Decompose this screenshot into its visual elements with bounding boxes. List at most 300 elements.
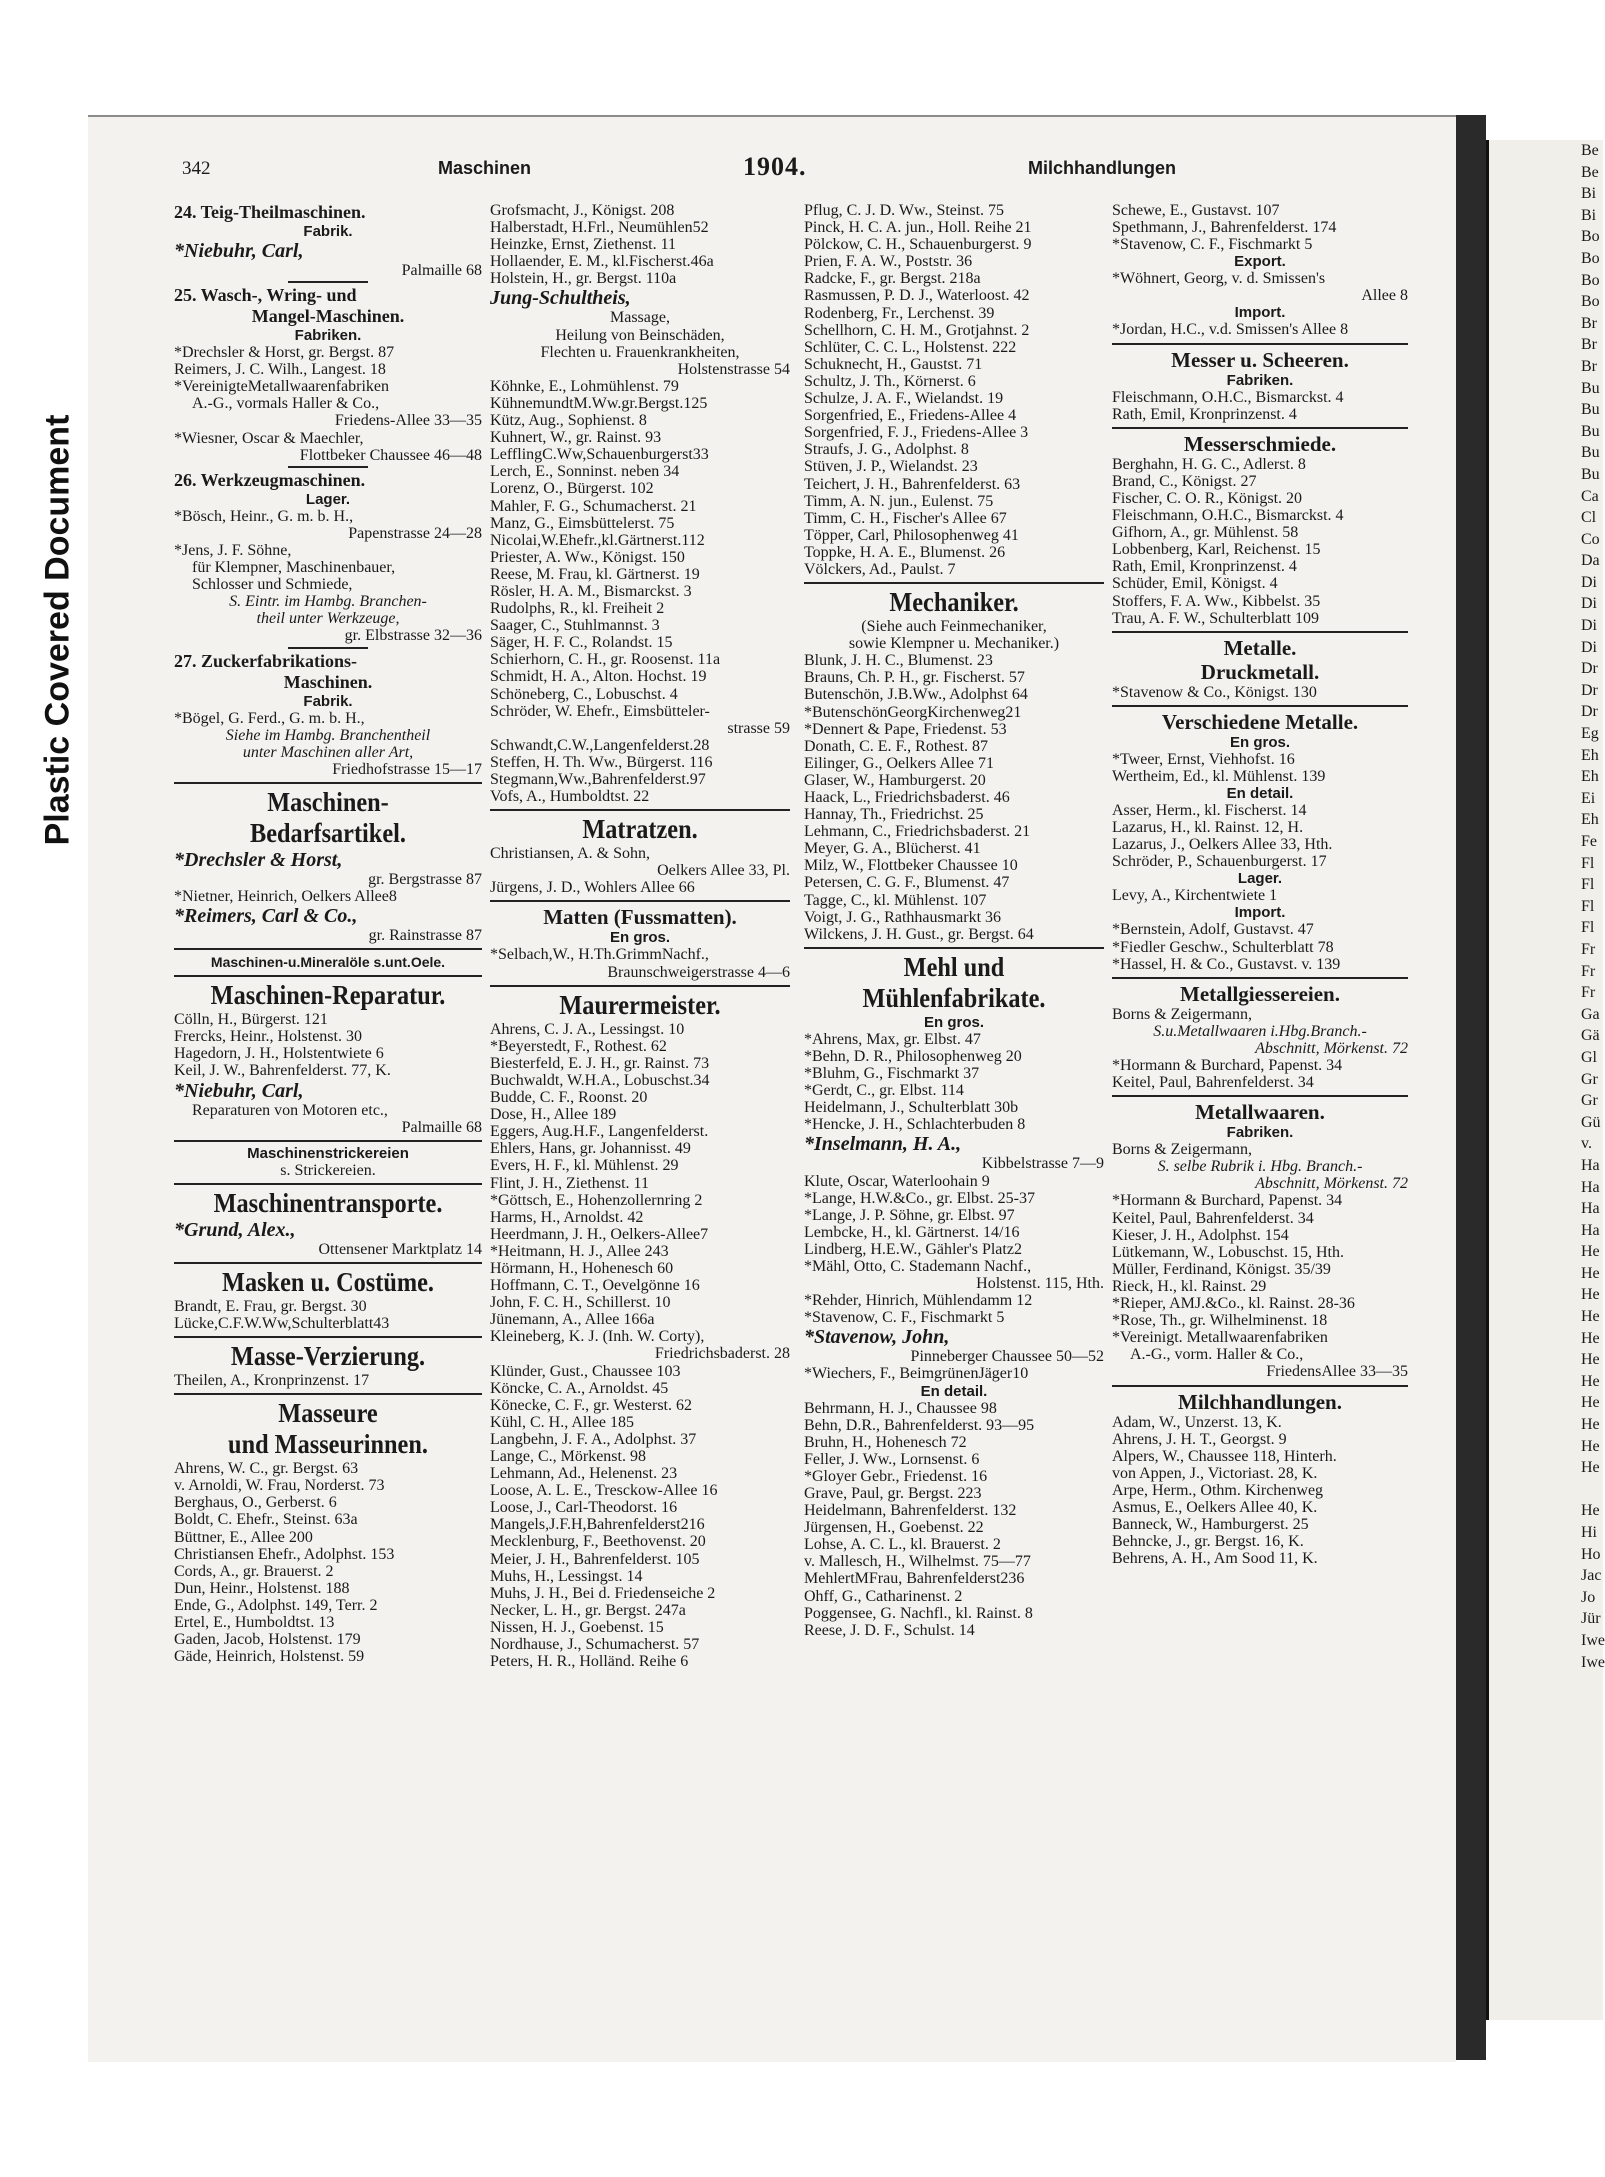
listing-line: Dun, Heinr., Holstenst. 188 <box>174 1579 350 1597</box>
listing-line: v. Arnoldi, W. Frau, Norderst. 73 <box>174 1477 385 1495</box>
category-heading: Masken u. Costüme. <box>222 1266 434 1297</box>
listing-line: Pflug, C. J. D. Ww., Steinst. 75 <box>804 202 1005 219</box>
next-page-fragment: Bu <box>1581 444 1600 462</box>
listing-line: *Bernstein, Adolf, Gustavst. 47 <box>1112 921 1314 939</box>
listing-line: Straufs, J. G., Adolphst. 8 <box>804 441 969 459</box>
listing-line: *Bögel, G. Ferd., G. m. b. H., <box>174 709 365 727</box>
listing-line: Meyer, G. A., Blücherst. 41 <box>804 840 981 858</box>
listing-address: Papenstrasse 24—28 <box>348 524 482 542</box>
subheading: Import. <box>1234 904 1286 922</box>
listing-line: Cords, A., gr. Brauerst. 2 <box>174 1562 334 1580</box>
listing-line: Radcke, F., gr. Bergst. 218a <box>804 270 981 288</box>
listing-line: Jünemann, A., Allee 166a <box>490 1311 655 1329</box>
next-page-fragment: Eh <box>1581 746 1599 764</box>
next-page-fragment: Bu <box>1581 379 1600 397</box>
listing-line: Köhnke, E., Lohmühlenst. 79 <box>490 377 679 395</box>
cross-reference: S. Eintr. im Hambg. Branchen- <box>229 593 427 611</box>
listing-line: Eggers, Aug.H.F., Langenfelderst. <box>490 1123 709 1141</box>
category-heading: Druckmetall. <box>1200 659 1320 684</box>
listing-line: Fleischmann, O.H.C., Bismarckst. 4 <box>1112 507 1344 525</box>
subheading: En gros. <box>609 929 670 947</box>
listing-line: Holstein, H., gr. Bergst. 110a <box>490 270 677 288</box>
listing-line: Behncke, J., gr. Bergst. 16, K. <box>1112 1533 1304 1551</box>
listing-line: Rasmussen, P. D. J., Waterloost. 42 <box>804 287 1030 305</box>
category-heading: Metalle. <box>1223 635 1297 660</box>
category-heading: Metallwaaren. <box>1195 1100 1325 1125</box>
listing-line: *Hormann & Burchard, Papenst. 34 <box>1112 1192 1343 1210</box>
next-page-fragment: Dr <box>1581 660 1598 678</box>
listing-line: Behrens, A. H., Am Sood 11, K. <box>1112 1550 1318 1568</box>
listing-line: Blunk, J. H. C., Blumenst. 23 <box>804 652 993 670</box>
category-heading: Maurermeister. <box>559 989 721 1020</box>
listing-line: Schmidt, H. A., Alton. Hochst. 19 <box>490 668 707 686</box>
column-2 <box>490 202 790 1670</box>
category-heading: Mühlenfabrikate. <box>862 982 1046 1013</box>
centered-line: s. Strickereien. <box>280 1161 376 1179</box>
subheading: Fabriken. <box>1226 371 1294 389</box>
listing-line: Lütkemann, W., Lobuschst. 15, Hth. <box>1112 1243 1344 1261</box>
listing-line: Wilckens, J. H. Gust., gr. Bergst. 64 <box>804 925 1034 943</box>
listing-line: Sorgenfried, F. J., Friedens-Allee 3 <box>804 424 1029 442</box>
listing-line: Hörmann, H., Hohenesch 60 <box>490 1259 674 1277</box>
cross-reference-note: Maschinen-u.Mineralöle s.unt.Oele. <box>210 954 446 971</box>
listing-line: Saager, C., Stuhlmannst. 3 <box>490 617 660 635</box>
listing-line: Ertel, E., Humboldtst. 13 <box>174 1614 335 1632</box>
centered-line: Heilung von Beinschäden, <box>555 326 725 344</box>
next-page-fragment: Fe <box>1581 833 1597 850</box>
next-page-fragment: Di <box>1581 595 1597 613</box>
cross-reference: unter Maschinen aller Art, <box>242 743 414 761</box>
next-page-fragment: Iwe <box>1581 1653 1605 1671</box>
next-page-fragment: He <box>1581 1351 1600 1369</box>
subheading: Fabrik. <box>303 692 353 710</box>
listing-detail: Reparaturen von Motoren etc., <box>192 1101 388 1119</box>
featured-listing: *Stavenow, John, <box>804 1326 950 1349</box>
next-page-fragment: Co <box>1581 530 1600 548</box>
next-page-fragment: Jac <box>1581 1567 1602 1585</box>
short-divider <box>288 647 368 649</box>
listing-line: Langbehn, J. F. A., Adolphst. 37 <box>490 1430 697 1448</box>
section-divider <box>1112 343 1408 345</box>
category-heading: Matratzen. <box>582 814 698 845</box>
next-page-fragment: Bu <box>1581 401 1600 419</box>
listing-line: *Wiechers, F., BeimgrünenJäger10 <box>804 1365 1029 1383</box>
listing-line: Kieser, J. H., Adolphst. 154 <box>1112 1226 1289 1244</box>
listing-line: Lindberg, H.E.W., Gähler's Platz2 <box>804 1240 1022 1258</box>
next-page-fragment: Eh <box>1581 811 1599 829</box>
listing-address: Palmaille 68 <box>401 262 482 279</box>
listing-line: John, F. C. H., Schillerst. 10 <box>490 1294 671 1312</box>
listing-line: Berghaus, O., Gerberst. 6 <box>174 1494 337 1512</box>
listing-line: Brandt, E. Frau, gr. Bergst. 30 <box>174 1297 367 1315</box>
listing-line: Toppke, H. A. E., Blumenst. 26 <box>804 543 1006 561</box>
next-page-fragment: Dr <box>1581 681 1598 699</box>
next-page-fragment: Ha <box>1581 1178 1600 1196</box>
listing-line: *Mähl, Otto, C. Stademann Nachf., <box>804 1257 1032 1275</box>
next-page-fragment: Ha <box>1581 1221 1600 1239</box>
header-right-word: Milchhandlungen <box>1028 158 1176 178</box>
listing-line: Priester, A. Ww., Königst. 150 <box>490 548 685 566</box>
listing-line: Boldt, C. Ehefr., Steinst. 63a <box>174 1511 358 1529</box>
header-year: 1904. <box>743 152 807 181</box>
centered-line: Flechten u. Frauenkrankheiten, <box>540 343 740 361</box>
listing-line: Fischer, C. O. R., Königst. 20 <box>1112 489 1303 507</box>
section-divider <box>174 1393 482 1395</box>
page-number: 342 <box>182 158 211 179</box>
listing-line: Asmus, E., Oelkers Allee 40, K. <box>1112 1498 1318 1516</box>
featured-listing: *Reimers, Carl & Co., <box>174 905 358 928</box>
next-page-fragment: Fr <box>1581 940 1596 958</box>
section-divider <box>1112 427 1408 429</box>
listing-line: Hoffmann, C. T., Oevelgönne 16 <box>490 1277 700 1295</box>
listing-line: Kühl, C. H., Allee 185 <box>490 1413 634 1431</box>
listing-line: Berghahn, H. G. C., Adlerst. 8 <box>1112 455 1306 473</box>
subheading: Lager. <box>1237 870 1283 888</box>
next-page-fragment: v. <box>1581 1135 1592 1153</box>
book-gutter <box>1456 115 1486 2060</box>
next-page-fragment: He <box>1581 1394 1600 1412</box>
listing-line: Rieck, H., kl. Rainst. 29 <box>1112 1277 1267 1295</box>
next-page-fragment: Bo <box>1581 228 1600 246</box>
listing-line: Töpper, Carl, Philosophenweg 41 <box>804 526 1019 544</box>
next-page-edge <box>1486 140 1603 2020</box>
listing-line: Sorgenfried, E., Friedens-Allee 4 <box>804 407 1017 425</box>
section-divider <box>174 948 482 950</box>
listing-line: Klute, Oscar, Waterloohain 9 <box>804 1172 990 1190</box>
listing-line: Völckers, Ad., Paulst. 7 <box>804 560 956 578</box>
next-page-fragment: Di <box>1581 573 1597 591</box>
listing-line: Christiansen, A. & Sohn, <box>490 845 651 863</box>
page-header <box>88 152 1216 182</box>
next-page-fragment: Da <box>1581 552 1600 570</box>
listing-line: Reimers, J. C. Wilh., Langest. 18 <box>174 361 386 379</box>
listing-line: *Vereinigt. Metallwaarenfabriken <box>1112 1329 1328 1347</box>
section-divider <box>174 975 482 977</box>
listing-line: *Tweer, Ernst, Viehhofst. 16 <box>1112 750 1295 768</box>
listing-address: gr. Elbstrasse 32—36 <box>344 627 482 645</box>
listing-line: Spethmann, J., Bahrenfelderst. 174 <box>1112 219 1337 237</box>
listing-line: Timm, C. H., Fischer's Allee 67 <box>804 509 1007 527</box>
section-divider <box>490 985 790 987</box>
next-page-fragment: Fl <box>1581 897 1595 915</box>
listing-detail: für Klempner, Maschinenbauer, <box>192 559 396 577</box>
listing-line: Lazarus, J., Oelkers Allee 33, Hth. <box>1112 836 1333 854</box>
next-page-fragment: Eh <box>1581 768 1599 786</box>
category-heading: Maschinentransporte. <box>213 1187 443 1218</box>
listing-line: Borns & Zeigermann, <box>1112 1141 1252 1159</box>
listing-line: Mangels,J.F.H,Bahrenfelderst216 <box>490 1516 705 1534</box>
listing-line: Steffen, H. Th. Ww., Bürgerst. 116 <box>490 753 713 771</box>
listing-line: Hannay, Th., Friedrichst. 25 <box>804 806 984 824</box>
listing-address: Holstenstrasse 54 <box>677 360 790 378</box>
cross-reference: Abschnitt, Mörkenst. 72 <box>1255 1175 1408 1193</box>
listing-line: *Lange, J. P. Söhne, gr. Elbst. 97 <box>804 1206 1015 1224</box>
listing-line: Schulze, J. A. F., Wielandst. 19 <box>804 390 1004 408</box>
listing-line: Behn, D.R., Bahrenfelderst. 93—95 <box>804 1416 1035 1434</box>
side-label <box>26 360 90 900</box>
listing-line: Milz, W., Flottbeker Chaussee 10 <box>804 857 1018 875</box>
listing-line: *Hencke, J. H., Schlachterbuden 8 <box>804 1116 1026 1134</box>
listing-address: Friedens-Allee 33—35 <box>334 412 482 430</box>
listing-line: *Heitmann, H. J., Allee 243 <box>490 1242 669 1260</box>
category-heading: Maschinen- <box>267 786 389 817</box>
next-page-fragment: Bi <box>1581 185 1597 203</box>
short-divider <box>288 466 368 468</box>
listing-line: Lange, C., Mörkenst. 98 <box>490 1448 646 1465</box>
listing-line: Ehlers, Hans, gr. Johannisst. 49 <box>490 1140 691 1158</box>
next-page-fragment: Dr <box>1581 703 1598 721</box>
section-divider <box>174 1262 482 1264</box>
listing-line: Flint, J. H., Ziethenst. 11 <box>490 1174 649 1192</box>
next-page-fragment: He <box>1581 1308 1600 1326</box>
short-divider <box>288 281 368 283</box>
section-divider <box>490 809 790 811</box>
centered-line: Massage, <box>610 309 670 327</box>
listing-line: Peters, H. R., Holländ. Reihe 6 <box>490 1653 689 1671</box>
listing-line: Pölckow, C. H., Schauenburgerst. 9 <box>804 236 1032 254</box>
listing-line: von Appen, J., Victoriast. 28, K. <box>1112 1464 1318 1482</box>
section-divider <box>1112 1095 1408 1097</box>
category-heading: Bedarfsartikel. <box>250 817 406 848</box>
listing-line: *Behn, D. R., Philosophenweg 20 <box>804 1047 1022 1065</box>
listing-line: Heidelmann, Bahrenfelderst. 132 <box>804 1502 1017 1520</box>
listing-line: *Fiedler Geschw., Schulterblatt 78 <box>1112 938 1334 956</box>
next-page-fragment: Fl <box>1581 919 1595 937</box>
next-page-fragment: He <box>1581 1416 1600 1434</box>
listing-line: Lazarus, H., kl. Rainst. 12, H. <box>1112 819 1304 837</box>
side-label-text: Plastic Covered Document <box>38 414 77 846</box>
next-page-fragment: Eg <box>1581 725 1599 743</box>
featured-listing: Jung-Schultheis, <box>490 287 631 310</box>
listing-address: Braunschweigerstrasse 4—6 <box>607 963 790 981</box>
featured-listing: *Niebuhr, Carl, <box>174 240 304 262</box>
next-page-fragment: Gl <box>1581 1048 1597 1066</box>
section-divider <box>804 947 1104 949</box>
subheading: Maschinenstrickereien <box>247 1144 409 1162</box>
listing-line: *Rieper, AMJ.&Co., kl. Rainst. 28-36 <box>1112 1295 1355 1313</box>
listing-line: Lücke,C.F.W.Ww,Schulterblatt43 <box>174 1315 390 1332</box>
listing-line: Borns & Zeigermann, <box>1112 1005 1252 1023</box>
category-heading: Verschiedene Metalle. <box>1161 709 1359 734</box>
listing-line: Muhs, H., Lessingst. 14 <box>490 1567 643 1585</box>
listing-line: Cölln, H., Bürgerst. 121 <box>174 1011 328 1029</box>
listing-line: *Hormann & Burchard, Papenst. 34 <box>1112 1057 1343 1074</box>
listing-line: Theilen, A., Kronprinzenst. 17 <box>174 1372 370 1390</box>
listing-detail: Schlosser und Schmiede, <box>192 576 353 594</box>
next-page-fragment: Ho <box>1581 1545 1601 1563</box>
listing-line: Ahrens, W. C., gr. Bergst. 63 <box>174 1460 359 1478</box>
subheading: Import. <box>1234 304 1286 322</box>
listing-line: Rodenberg, Fr., Lerchenst. 39 <box>804 304 995 322</box>
section-divider <box>174 1183 482 1185</box>
cross-reference: theil unter Werkzeuge, <box>256 610 400 628</box>
listing-line: Adam, W., Unzerst. 13, K. <box>1112 1413 1282 1431</box>
listing-address: Pinneberger Chaussee 50—52 <box>910 1348 1104 1366</box>
listing-line: Müller, Ferdinand, Königst. 35/39 <box>1112 1260 1331 1278</box>
listing-line: Prien, F. A. W., Poststr. 36 <box>804 253 973 271</box>
listing-line: Butenschön, J.B.Ww., Adolphst 64 <box>804 686 1028 704</box>
listing-address: Kibbelstrasse 7—9 <box>981 1155 1104 1173</box>
listing-line: Schlüter, C. C. L., Holstenst. 222 <box>804 338 1017 356</box>
listing-line: Schewe, E., Gustavst. 107 <box>1112 202 1280 219</box>
section-divider <box>804 582 1104 584</box>
listing-line: Klünder, Gust., Chaussee 103 <box>490 1362 681 1380</box>
next-page-fragment: Br <box>1581 314 1597 332</box>
featured-listing: *Inselmann, H. A., <box>804 1133 962 1156</box>
subheading: En detail. <box>920 1382 988 1400</box>
category-heading: Milchhandlungen. <box>1178 1389 1342 1414</box>
listing-line: Trau, A. F. W., Schulterblatt 109 <box>1112 609 1320 627</box>
next-page-fragment: He <box>1581 1329 1600 1347</box>
listing-line: Bruhn, H., Hohenesch 72 <box>804 1433 967 1451</box>
section-divider <box>1112 977 1408 979</box>
next-page-fragment: Fr <box>1581 962 1596 980</box>
listing-line: Köncke, C. A., Arnoldst. 45 <box>490 1379 669 1397</box>
category-heading: Metallgiessereien. <box>1180 981 1340 1006</box>
listing-line: Rath, Emil, Kronprinzenst. 4 <box>1112 558 1297 576</box>
next-page-fragment: Ca <box>1581 487 1599 505</box>
category-heading: und Masseurinnen. <box>228 1429 428 1460</box>
listing-line: Poggensee, G. Nachfl., kl. Rainst. 8 <box>804 1604 1033 1622</box>
subheading: En detail. <box>1226 784 1294 802</box>
centered-line: (Siehe auch Feinmechaniker, <box>861 618 1047 636</box>
category-heading: Matten (Fussmatten). <box>543 905 737 930</box>
listing-line: Lehmann, C., Friedrichsbaderst. 21 <box>804 823 1031 841</box>
section-divider <box>1112 1385 1408 1387</box>
listing-address: strasse 59 <box>727 719 790 737</box>
next-page-fragment: Jür <box>1581 1610 1601 1628</box>
section-number-heading: 27. Zuckerfabrikations- <box>174 650 358 671</box>
listing-line: Dose, H., Allee 189 <box>490 1106 617 1124</box>
listing-line: Asser, Herm., kl. Fischerst. 14 <box>1112 801 1307 819</box>
listing-line: *Gerdt, C., gr. Elbst. 114 <box>804 1082 964 1100</box>
listing-line: Mahler, F. G., Schumacherst. 21 <box>490 497 697 515</box>
featured-listing: *Niebuhr, Carl, <box>174 1079 304 1102</box>
next-page-fragment: Gr <box>1581 1070 1598 1088</box>
listing-line: Lembcke, H., kl. Gärtnerst. 14/16 <box>804 1223 1020 1241</box>
listing-line: *Rose, Th., gr. Wilhelminenst. 18 <box>1112 1312 1328 1330</box>
centered-line: sowie Klempner u. Mechaniker.) <box>848 635 1060 653</box>
listing-address: Friedrichsbaderst. 28 <box>654 1345 790 1363</box>
listing-line: *Hassel, H. & Co., Gustavst. v. 139 <box>1112 955 1341 973</box>
listing-line: Kütz, Aug., Sophienst. 8 <box>490 412 647 430</box>
listing-line: *Wöhnert, Georg, v. d. Smissen's <box>1112 270 1326 288</box>
header-left-word: Maschinen <box>438 158 532 178</box>
listing-line: Rath, Emil, Kronprinzenst. 4 <box>1112 405 1297 423</box>
listing-line: Necker, L. H., gr. Bergst. 247a <box>490 1601 686 1619</box>
next-page-fragment: He <box>1581 1286 1600 1304</box>
listing-line: Rudolphs, R., kl. Freiheit 2 <box>490 600 665 618</box>
category-heading: Masse-Verzierung. <box>230 1341 426 1372</box>
next-page-fragment: Ei <box>1581 789 1596 807</box>
listing-line: *Rehder, Hinrich, Mühlendamm 12 <box>804 1292 1033 1310</box>
listing-detail: A.-G., vormals Haller & Co., <box>192 395 380 413</box>
listing-address: Allee 8 <box>1361 287 1408 305</box>
next-page-fragment: Bo <box>1581 293 1600 311</box>
listing-line: Wertheim, Ed., kl. Mühlenst. 139 <box>1112 767 1326 785</box>
listing-line: Stoffers, F. A. Ww., Kibbelst. 35 <box>1112 592 1321 610</box>
next-page-fragment: Fl <box>1581 854 1595 872</box>
category-heading: Mechaniker. <box>889 587 1019 618</box>
listing-line: Alpers, W., Chaussee 118, Hinterh. <box>1112 1447 1337 1465</box>
next-page-fragment: Iwe <box>1581 1631 1605 1649</box>
section-number-heading: 25. Wasch-, Wring- und <box>174 285 357 306</box>
next-page-fragment: Bi <box>1581 206 1597 224</box>
listing-line: Keitel, Paul, Bahrenfelderst. 34 <box>1112 1074 1314 1092</box>
listing-line: Arpe, Herm., Othm. Kirchenweg <box>1112 1481 1324 1499</box>
listing-line: Säger, H. F. C., Rolandst. 15 <box>490 634 673 652</box>
listing-address: gr. Rainstrasse 87 <box>368 927 482 945</box>
listing-line: Ohff, G., Catharinenst. 2 <box>804 1587 963 1605</box>
listing-line: Muhs, J. H., Bei d. Friedenseiche 2 <box>490 1584 716 1602</box>
listing-line: Lerch, E., Sonninst. neben 34 <box>490 463 680 481</box>
listing-line: Brand, C., Königst. 27 <box>1112 472 1257 490</box>
next-page-fragment: Fr <box>1581 984 1596 1002</box>
listing-address: FriedensAllee 33—35 <box>1266 1363 1408 1381</box>
next-page-fragment: Bo <box>1581 249 1600 267</box>
listing-line: Schierhorn, C. H., gr. Roosenst. 11a <box>490 651 721 669</box>
listing-line: Ahrens, C. J. A., Lessingst. 10 <box>490 1020 685 1038</box>
listing-address: Palmaille 68 <box>401 1118 482 1136</box>
next-page-fragment: He <box>1581 1437 1600 1455</box>
listing-line: Nordhause, J., Schumacherst. 57 <box>490 1636 700 1654</box>
next-page-fragment: He <box>1581 1459 1600 1477</box>
listing-line: Halberstadt, H.Frl., Neumühlen52 <box>490 219 709 237</box>
next-page-fragment: Be <box>1581 142 1599 159</box>
subheading: En gros. <box>1229 733 1290 751</box>
listing-line: *Stavenow, C. F., Fischmarkt 5 <box>1112 236 1313 254</box>
listing-line: Glaser, W., Hamburgerst. 20 <box>804 771 986 789</box>
listing-line: Budde, C. F., Roonst. 20 <box>490 1089 648 1107</box>
listing-line: Kleineberg, K. J. (Inh. W. Corty), <box>490 1328 705 1346</box>
listing-line: Feller, J. Ww., Lornsenst. 6 <box>804 1450 980 1468</box>
listing-line: Pinck, H. C. A. jun., Holl. Reihe 21 <box>804 219 1032 237</box>
listing-line: Ahrens, J. H. T., Georgst. 9 <box>1112 1430 1287 1448</box>
listing-line: Donath, C. E. F., Rothest. 87 <box>804 737 989 755</box>
next-page-fragment: Be <box>1581 163 1599 181</box>
listing-line: Heidelmann, J., Schulterblatt 30b <box>804 1099 1019 1117</box>
listing-line: Christiansen Ehefr., Adolphst. 153 <box>174 1545 395 1563</box>
next-page-fragment: Gü <box>1581 1113 1601 1131</box>
section-divider <box>490 900 790 902</box>
listing-line: Schuknecht, H., Gaustst. 71 <box>804 355 983 373</box>
listing-line: Teichert, J. H., Bahrenfelderst. 63 <box>804 475 1021 493</box>
next-page-fragment: He <box>1581 1502 1600 1520</box>
listing-line: MehlertMFrau, Bahrenfelderst236 <box>804 1570 1025 1588</box>
listing-address: Holstenst. 115, Hth. <box>976 1275 1104 1293</box>
next-page-fragment: Di <box>1581 617 1597 635</box>
listing-line: *Jordan, H.C., v.d. Smissen's Allee 8 <box>1112 321 1349 339</box>
listing-line: Schüder, Emil, Königst. 4 <box>1112 575 1278 593</box>
listing-line: v. Mallesch, H., Wilhelmst. 75—77 <box>804 1553 1031 1571</box>
listing-line: Biesterfeld, E. J. H., gr. Rainst. 73 <box>490 1054 710 1072</box>
section-number-heading: Maschinen. <box>283 671 373 692</box>
listing-line: Lobbenberg, Karl, Reichenst. 15 <box>1112 541 1321 559</box>
category-heading: Messerschmiede. <box>1183 431 1337 456</box>
listing-line: Evers, H. F., kl. Mühlenst. 29 <box>490 1157 679 1175</box>
featured-listing: *Drechsler & Horst, <box>174 848 343 871</box>
listing-line: Kuhnert, W., gr. Rainst. 93 <box>490 429 662 447</box>
next-page-fragment: Hi <box>1581 1524 1597 1541</box>
listing-line: Loose, A. L. E., Tresckow-Allee 16 <box>490 1482 718 1500</box>
listing-line: Lorenz, O., Bürgerst. 102 <box>490 480 654 498</box>
listing-line: Voigt, J. G., Rathhausmarkt 36 <box>804 908 1002 926</box>
next-page-fragment: Ha <box>1581 1200 1600 1218</box>
listing-line: Keitel, Paul, Bahrenfelderst. 34 <box>1112 1209 1314 1227</box>
listing-line: *Jens, J. F. Söhne, <box>174 541 292 559</box>
cross-reference: Siehe im Hambg. Branchentheil <box>225 726 431 744</box>
next-page-fragment: Gr <box>1581 1092 1598 1110</box>
